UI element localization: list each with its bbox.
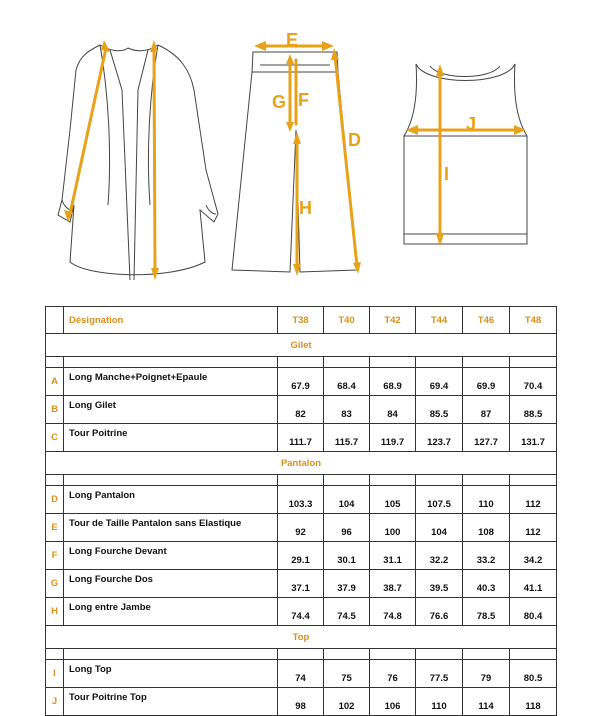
spacer-cell [46, 475, 64, 486]
measure-value: 114 [463, 688, 510, 716]
measure-value: 103.3 [278, 486, 324, 514]
label-d: D [348, 130, 361, 150]
measure-code: D [46, 486, 64, 514]
measure-value: 69.4 [416, 368, 463, 396]
measure-code: B [46, 396, 64, 424]
measure-value: 68.4 [324, 368, 370, 396]
measure-name: Long Fourche Dos [64, 570, 278, 598]
label-g: G [272, 92, 287, 112]
measure-name: Tour Poitrine Top [64, 688, 278, 716]
measure-value: 30.1 [324, 542, 370, 570]
measure-code: H [46, 598, 64, 626]
measure-value: 104 [324, 486, 370, 514]
spacer-cell [416, 475, 463, 486]
measure-value: 110 [416, 688, 463, 716]
measure-name: Long Gilet [64, 396, 278, 424]
measure-code: G [46, 570, 64, 598]
table-row [46, 660, 557, 688]
measure-value: 80.5 [510, 660, 557, 688]
section-row [46, 626, 557, 649]
section-title: Top [46, 626, 557, 649]
measure-value: 79 [463, 660, 510, 688]
spacer-cell [278, 357, 324, 368]
measure-value: 82 [278, 396, 324, 424]
table-row [46, 396, 557, 424]
label-h: H [299, 198, 312, 218]
spacer-cell [416, 649, 463, 660]
table-header-row [46, 307, 557, 334]
spacer-cell [46, 649, 64, 660]
table-row [46, 598, 557, 626]
header-size: T48 [510, 307, 557, 334]
measure-code: E [46, 514, 64, 542]
spacer-cell [416, 357, 463, 368]
measure-value: 77.5 [416, 660, 463, 688]
measure-name: Long entre Jambe [64, 598, 278, 626]
measure-value: 78.5 [463, 598, 510, 626]
section-row [46, 452, 557, 475]
section-title: Pantalon [46, 452, 557, 475]
spacer-cell [463, 475, 510, 486]
measure-value: 74 [278, 660, 324, 688]
measure-value: 107.5 [416, 486, 463, 514]
header-blank-cell [46, 307, 64, 334]
header-size: T42 [370, 307, 416, 334]
table-row [46, 368, 557, 396]
spacer-cell [463, 357, 510, 368]
spacer-cell [324, 649, 370, 660]
measure-value: 69.9 [463, 368, 510, 396]
measure-value: 85.5 [416, 396, 463, 424]
measure-name: Tour Poitrine [64, 424, 278, 452]
measure-value: 111.7 [278, 424, 324, 452]
measure-value: 105 [370, 486, 416, 514]
measure-value: 74.5 [324, 598, 370, 626]
measure-code: A [46, 368, 64, 396]
measure-name: Long Fourche Devant [64, 542, 278, 570]
measure-value: 74.8 [370, 598, 416, 626]
label-f: F [298, 90, 309, 110]
measure-value: 76.6 [416, 598, 463, 626]
table-row [46, 688, 557, 716]
measure-name: Tour de Taille Pantalon sans Elastique [64, 514, 278, 542]
table-row [46, 514, 557, 542]
measure-value: 33.2 [463, 542, 510, 570]
section-row [46, 334, 557, 357]
measure-value: 38.7 [370, 570, 416, 598]
table-row [46, 542, 557, 570]
measure-code: J [46, 688, 64, 716]
top-drawing [404, 64, 527, 246]
spacer-cell [510, 649, 557, 660]
measure-name: Long Pantalon [64, 486, 278, 514]
measure-value: 110 [463, 486, 510, 514]
label-i: I [444, 164, 450, 184]
spacer-cell [370, 649, 416, 660]
measure-value: 40.3 [463, 570, 510, 598]
measure-value: 102 [324, 688, 370, 716]
spacer-cell [64, 649, 278, 660]
measure-value: 108 [463, 514, 510, 542]
measure-value: 119.7 [370, 424, 416, 452]
measure-value: 92 [278, 514, 324, 542]
size-chart-table [45, 306, 557, 716]
measure-value: 84 [370, 396, 416, 424]
header-size: T46 [463, 307, 510, 334]
table-row [46, 486, 557, 514]
measure-value: 96 [324, 514, 370, 542]
measure-value: 104 [416, 514, 463, 542]
measure-name: Long Manche+Poignet+Epaule [64, 368, 278, 396]
gilet-drawing [58, 40, 218, 280]
header-size: T38 [278, 307, 324, 334]
measure-code: C [46, 424, 64, 452]
measure-code: F [46, 542, 64, 570]
garment-illustration [0, 0, 600, 290]
spacer-cell [64, 475, 278, 486]
spacer-row [46, 357, 557, 368]
measure-value: 123.7 [416, 424, 463, 452]
spacer-cell [64, 357, 278, 368]
measure-value: 115.7 [324, 424, 370, 452]
measure-value: 131.7 [510, 424, 557, 452]
spacer-cell [510, 357, 557, 368]
measure-value: 67.9 [278, 368, 324, 396]
measure-value: 88.5 [510, 396, 557, 424]
label-e: E [286, 30, 299, 50]
spacer-cell [510, 475, 557, 486]
measure-value: 29.1 [278, 542, 324, 570]
measure-value: 34.2 [510, 542, 557, 570]
measure-value: 74.4 [278, 598, 324, 626]
spacer-cell [278, 475, 324, 486]
spacer-cell [278, 649, 324, 660]
spacer-cell [370, 475, 416, 486]
measure-value: 100 [370, 514, 416, 542]
measure-value: 127.7 [463, 424, 510, 452]
section-title: Gilet [46, 334, 557, 357]
spacer-cell [324, 357, 370, 368]
measure-value: 37.9 [324, 570, 370, 598]
spacer-row [46, 649, 557, 660]
measure-value: 80.4 [510, 598, 557, 626]
measure-value: 112 [510, 486, 557, 514]
measure-value: 118 [510, 688, 557, 716]
header-size: T44 [416, 307, 463, 334]
spacer-cell [463, 649, 510, 660]
spacer-row [46, 475, 557, 486]
measure-value: 37.1 [278, 570, 324, 598]
measure-value: 70.4 [510, 368, 557, 396]
measure-value: 87 [463, 396, 510, 424]
measure-value: 106 [370, 688, 416, 716]
measure-value: 76 [370, 660, 416, 688]
measure-value: 98 [278, 688, 324, 716]
measure-value: 32.2 [416, 542, 463, 570]
measure-value: 68.9 [370, 368, 416, 396]
measure-value: 41.1 [510, 570, 557, 598]
measure-code: I [46, 660, 64, 688]
header-size: T40 [324, 307, 370, 334]
measure-name: Long Top [64, 660, 278, 688]
pantalon-drawing [232, 30, 361, 276]
measure-value: 75 [324, 660, 370, 688]
spacer-cell [324, 475, 370, 486]
measure-value: 83 [324, 396, 370, 424]
measure-value: 112 [510, 514, 557, 542]
measure-value: 39.5 [416, 570, 463, 598]
spacer-cell [370, 357, 416, 368]
header-designation: Désignation [64, 307, 278, 334]
measure-value: 31.1 [370, 542, 416, 570]
spacer-cell [46, 357, 64, 368]
label-j: J [466, 114, 477, 134]
table-row [46, 424, 557, 452]
table-row [46, 570, 557, 598]
